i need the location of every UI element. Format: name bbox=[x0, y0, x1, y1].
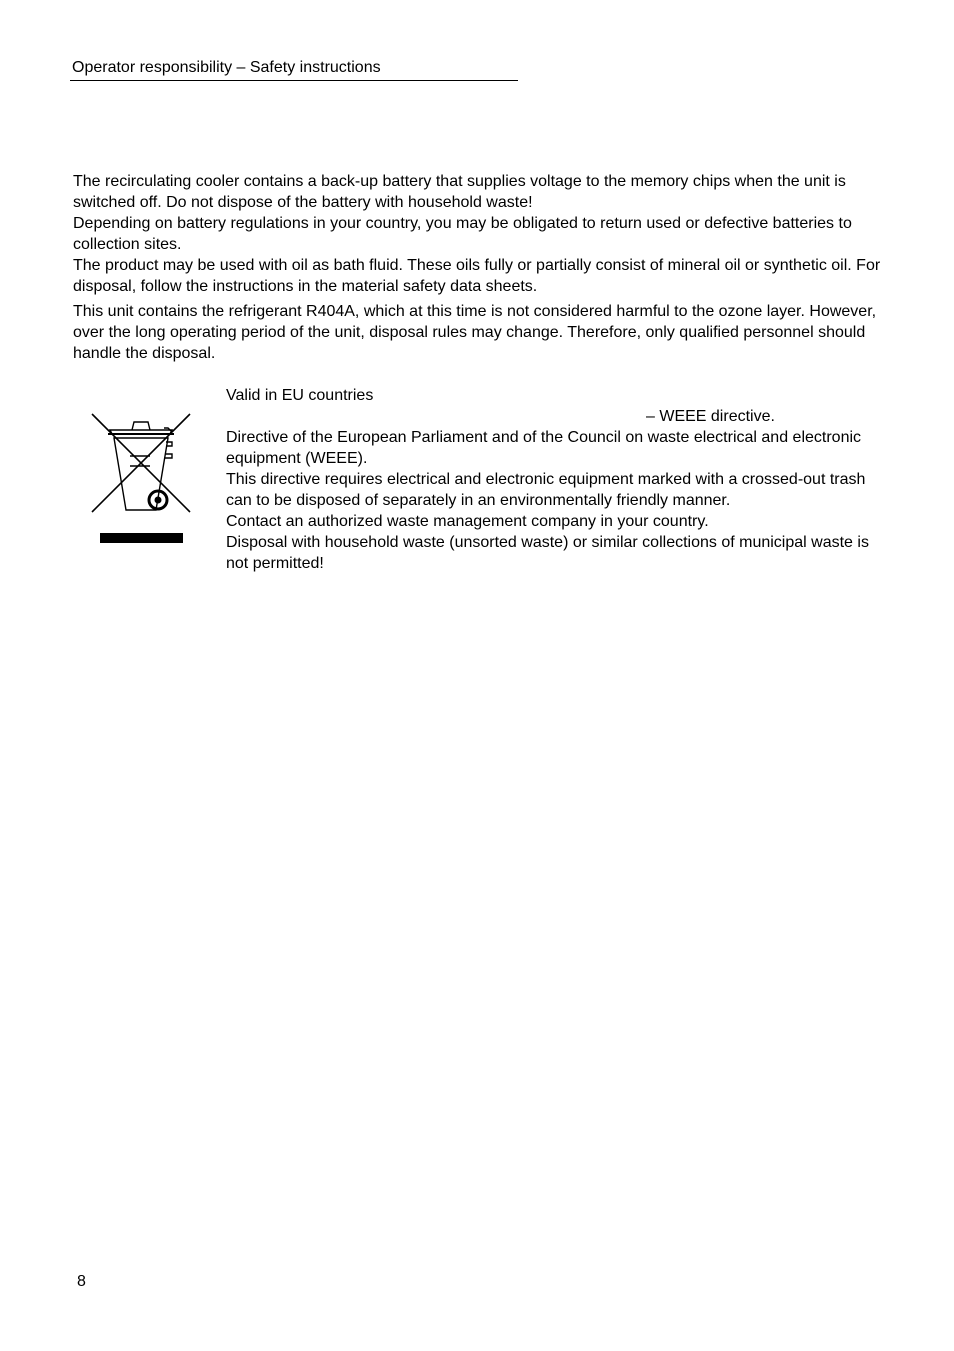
weee-contact: Contact an authorized waste management company in your country. bbox=[226, 513, 709, 530]
weee-valid-in: Valid in EU countries bbox=[226, 387, 374, 404]
weee-directive-suffix: – WEEE directive. bbox=[646, 408, 775, 425]
battery-section bbox=[73, 171, 883, 255]
header-title: Operator responsibility – Safety instructions bbox=[72, 59, 381, 76]
weee-directive-full: Directive of the European Parliament and of the Council on waste electrical and electronic equipment (WEEE). bbox=[226, 429, 862, 467]
weee-requirement: This directive requires electrical and electronic equipment marked with a crossed-out trash can to be disposed of separately in an environmentally friendly manner. bbox=[226, 471, 866, 509]
oil-section bbox=[73, 255, 883, 297]
refrigerant-paragraph: This unit contains the refrigerant R404A, which at this time is not considered harmful to the ozone layer. However, over the long operating period of the unit, disposal rules may change. Therefore, only qualified personnel should handle the disposal. bbox=[73, 303, 877, 362]
battery-paragraph: The recirculating cooler contains a back-up battery that supplies voltage to the memory chips when the unit is switched off. Do not dispose of the battery with household waste! bbox=[73, 173, 846, 211]
battery-regulations-paragraph: Depending on battery regulations in your country, you may be obligated to return used or defective batteries to collection sites. bbox=[73, 215, 852, 253]
page-number: 8 bbox=[77, 1273, 86, 1290]
page-header bbox=[70, 58, 518, 81]
oil-paragraph: The product may be used with oil as bath fluid. These oils fully or partially consist of mineral oil or synthetic oil. For disposal, follow the instructions in the material safety data sheets. bbox=[73, 257, 881, 295]
crossed-out-wheelie-bin-icon bbox=[90, 412, 194, 546]
weee-prohibition: Disposal with household waste (unsorted waste) or similar collections of municipal waste is not permitted! bbox=[226, 534, 869, 572]
refrigerant-section bbox=[73, 301, 883, 364]
weee-section bbox=[226, 385, 886, 574]
